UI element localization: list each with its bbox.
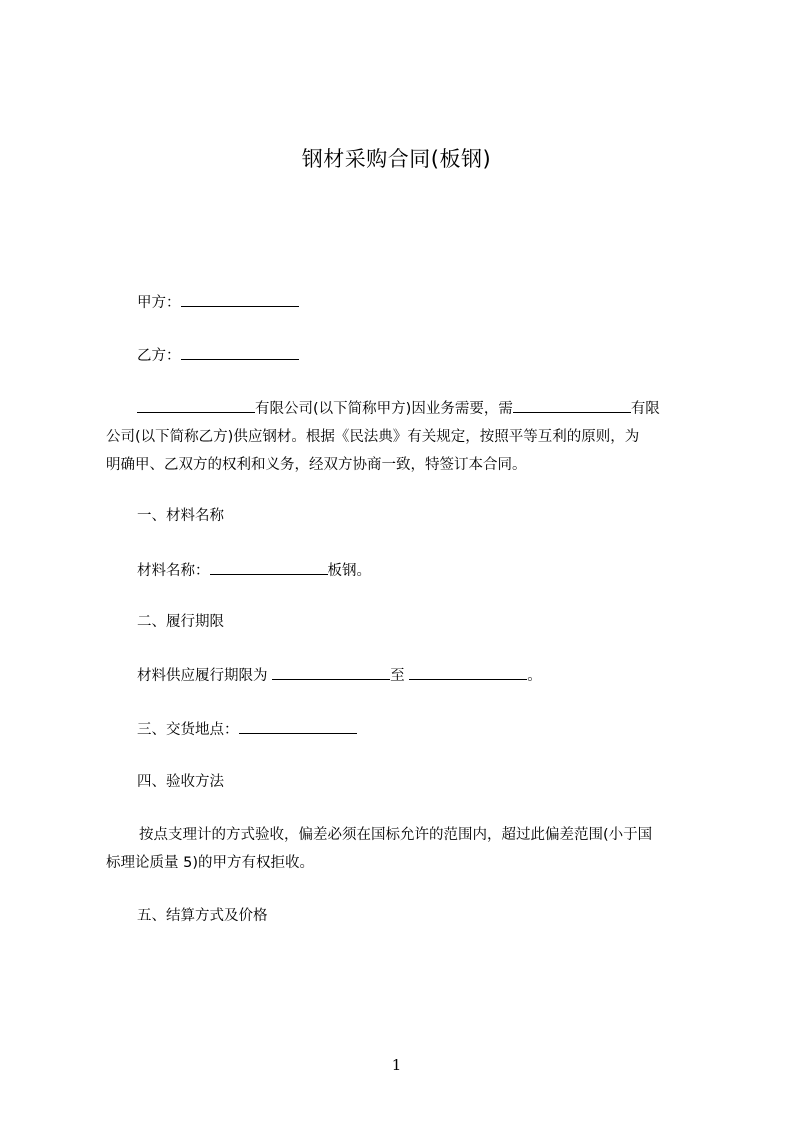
term-start-blank <box>272 665 390 680</box>
term-suffix: 。 <box>527 668 542 684</box>
party-b-blank <box>181 345 299 360</box>
intro-seg-2: 有限 <box>630 401 660 417</box>
term-middle: 至 <box>390 668 410 684</box>
material-name-line <box>137 560 371 581</box>
material-name-blank <box>210 560 328 575</box>
page-title: 钢材采购合同(板钢) <box>301 147 492 171</box>
party-a-blank <box>181 292 299 307</box>
section-2-heading: 二、履行期限 <box>137 614 224 630</box>
acceptance-paragraph <box>106 821 712 877</box>
page-number: 1 <box>391 1056 402 1074</box>
intro-paragraph <box>106 395 712 479</box>
intro-blank-2 <box>513 398 631 413</box>
section-5-heading: 五、结算方式及价格 <box>137 908 268 924</box>
party-b-label: 乙方： <box>137 348 181 364</box>
party-a-label: 甲方： <box>137 295 181 311</box>
intro-line-3: 明确甲、乙双方的权利和义务，经双方协商一致，特签订本合同。 <box>106 457 527 473</box>
acceptance-line-1: 按点支理计的方式验收，偏差必须在国标允许的范围内，超过此偏差范围(小于国 <box>139 827 653 843</box>
section-4-heading: 四、验收方法 <box>137 774 224 790</box>
delivery-label: 三、交货地点： <box>137 722 239 738</box>
delivery-line <box>137 719 357 740</box>
term-line <box>137 665 542 686</box>
material-name-suffix: 板钢。 <box>327 563 371 579</box>
section-1-heading: 一、材料名称 <box>137 508 224 524</box>
party-b-line <box>137 345 299 366</box>
material-name-label: 材料名称： <box>137 563 210 579</box>
intro-blank-1 <box>137 398 255 413</box>
intro-line-2: 公司(以下简称乙方)供应钢材。根据《民法典》有关规定，按照平等互利的原则，为 <box>106 429 640 445</box>
delivery-blank <box>239 719 357 734</box>
acceptance-line-2: 标理论质量 5)的甲方有权拒收。 <box>106 855 314 871</box>
term-end-blank <box>409 665 527 680</box>
intro-line-1 <box>106 395 712 423</box>
intro-seg-1: 有限公司(以下简称甲方)因业务需要，需 <box>255 401 513 417</box>
term-label: 材料供应履行期限为 <box>137 668 273 684</box>
party-a-line <box>137 292 299 313</box>
